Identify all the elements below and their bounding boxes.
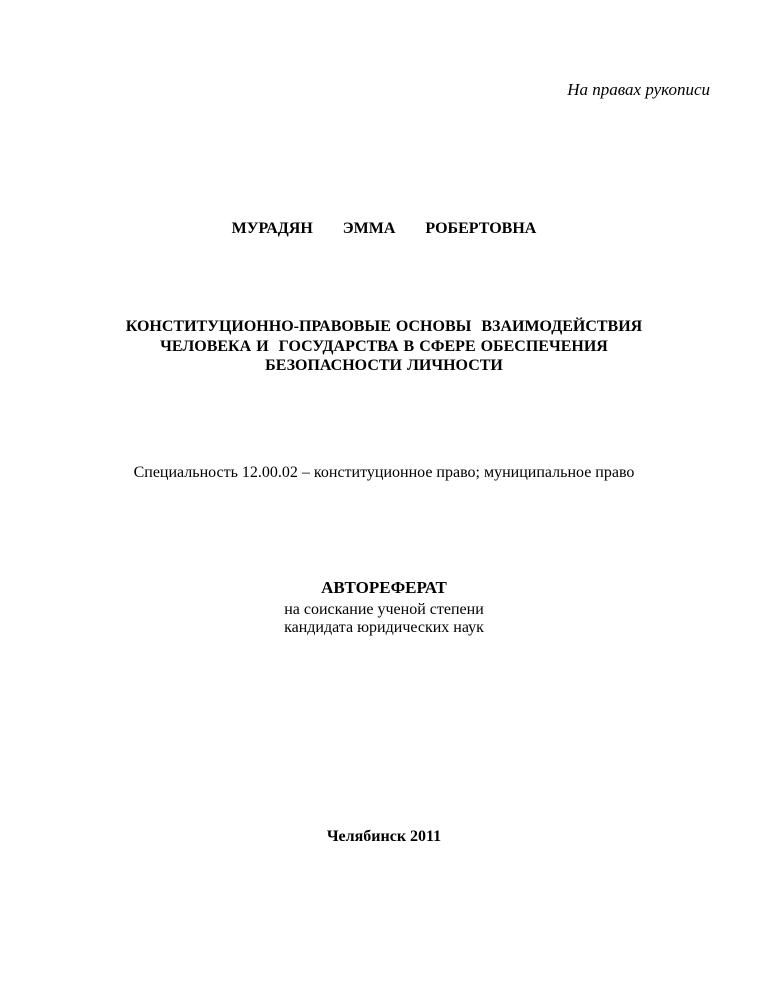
document-type: АВТОРЕФЕРАТ	[321, 578, 447, 597]
title-line-2: ЧЕЛОВЕКА И ГОСУДАРСТВА В СФЕРЕ ОБЕСПЕЧЕНИЯ	[160, 338, 608, 355]
degree-line-1: на соискание ученой степени	[284, 601, 484, 618]
author-name: МУРАДЯН ЭММА РОБЕРТОВНА	[231, 220, 537, 237]
title-line-3: БЕЗОПАСНОСТИ ЛИЧНОСТИ	[265, 357, 503, 374]
specialty-line: Специальность 12.00.02 – конституционное право; муниципальное право	[133, 464, 635, 481]
manuscript-note: На правах рукописи	[567, 80, 710, 99]
degree-line-2: кандидата юридических наук	[284, 619, 484, 636]
title-line-1: КОНСТИТУЦИОННО-ПРАВОВЫЕ ОСНОВЫ ВЗАИМОДЕЙСТВИЯ	[125, 318, 643, 335]
city-year: Челябинск 2011	[326, 828, 442, 845]
